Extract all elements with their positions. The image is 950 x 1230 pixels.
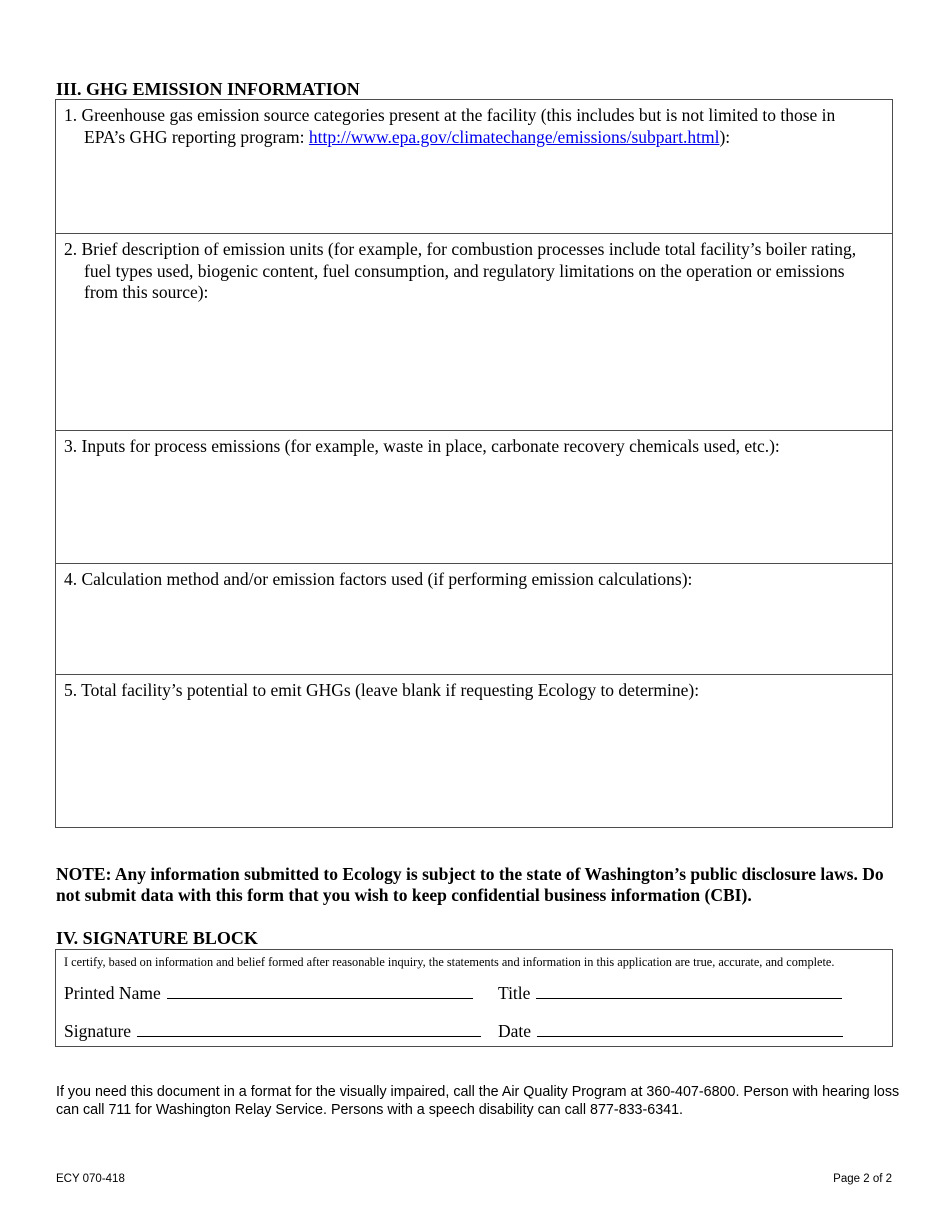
printed-name-label: Printed Name: [64, 983, 161, 1003]
form-number: ECY 070-418: [56, 1173, 125, 1185]
public-disclosure-note: NOTE: Any information submitted to Ecology is subject to the state of Washington’s public disclosure laws. Do not submit data with this form that you wish to keep confidential business information (CBI).: [56, 864, 884, 905]
section-iv-title: IV. SIGNATURE BLOCK: [56, 928, 258, 948]
title-field[interactable]: [498, 983, 842, 1003]
accessibility-notice: If you need this document in a format for the visually impaired, call the Air Quality Program at 360-407-6800. Person with hearing loss can call 711 for Washington Relay Service. Persons with a speech disability can call 877-833-6341.: [56, 1084, 900, 1118]
question-3-text: 3. Inputs for process emissions (for example, waste in place, carbonate recovery chemicals used, etc.):: [64, 436, 780, 456]
certification-statement: I certify, based on information and belief formed after reasonable inquiry, the statements and information in this application are true, accurate, and complete.: [64, 955, 835, 969]
question-4-cell[interactable]: [56, 564, 892, 675]
signature-field[interactable]: [64, 1021, 481, 1041]
question-4-text: 4. Calculation method and/or emission factors used (if performing emission calculations):: [64, 569, 693, 589]
question-5-text: 5. Total facility’s potential to emit GHGs (leave blank if requesting Ecology to determine):: [64, 680, 700, 700]
signature-label: Signature: [64, 1021, 132, 1041]
date-label: Date: [498, 1021, 532, 1041]
ghg-emission-table: [55, 99, 893, 828]
title-line[interactable]: [536, 984, 842, 999]
epa-subpart-link[interactable]: http://www.epa.gov/climatechange/emissions/subpart.html: [308, 126, 720, 147]
question-1-cell[interactable]: [56, 100, 892, 234]
question-5-cell[interactable]: [56, 675, 892, 827]
section-iii-title: III. GHG EMISSION INFORMATION: [56, 79, 360, 99]
question-2-cell[interactable]: [56, 234, 892, 431]
printed-name-line[interactable]: [167, 984, 473, 999]
title-label: Title: [498, 983, 531, 1003]
question-1-text: [64, 105, 872, 148]
question-1-suffix: ):: [719, 126, 731, 147]
printed-name-field[interactable]: [64, 983, 473, 1003]
question-1-prefix: 1. Greenhouse gas emission source categories present at the facility (this includes but is not limited to those in EPA’s GHG reporting program:: [64, 105, 836, 147]
signature-line[interactable]: [137, 1022, 481, 1037]
question-2-text: 2. Brief description of emission units (for example, for combustion processes include total facility’s boiler rating, fuel types used, biogenic content, fuel consumption, and regulatory limitations on the operation or emissions from this source):: [64, 239, 857, 302]
page-number: Page 2 of 2: [833, 1173, 892, 1185]
date-field[interactable]: [498, 1021, 843, 1041]
question-3-cell[interactable]: [56, 431, 892, 564]
date-line[interactable]: [537, 1022, 843, 1037]
